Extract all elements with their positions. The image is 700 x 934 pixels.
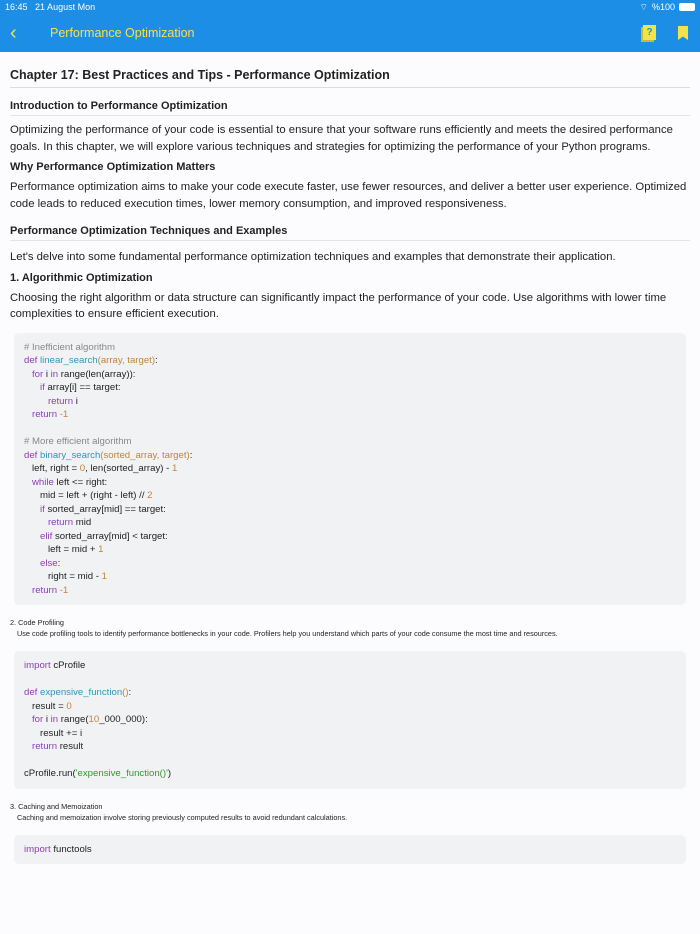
code-token: cProfile.run( [24, 768, 76, 780]
app-header [0, 0, 700, 52]
code-line [24, 659, 676, 673]
code-token: 'expensive_function()' [75, 768, 168, 780]
code-token: range(len(array)): [60, 368, 136, 380]
code-token: -1 [59, 409, 69, 421]
paragraph: Optimizing the performance of your code is essential to ensure that your software runs efficiently and meets the desired performance goals. In this chapter, we will explore various techniques and strategies for optimizing the performance of your Python programs. [10, 124, 673, 153]
battery-icon [679, 3, 695, 11]
code-token: # More efficient algorithm [24, 436, 132, 448]
code-token: return [24, 517, 76, 529]
code-token: functools [53, 843, 92, 855]
status-time: 16:45 [5, 2, 28, 12]
subsection [10, 617, 690, 639]
code-token: 10 [88, 714, 100, 726]
code-token: (array, target) [97, 355, 156, 367]
code-token: left <= right: [56, 476, 108, 488]
code-line [24, 727, 676, 741]
code-line [24, 686, 676, 700]
code-token: result = [24, 700, 67, 712]
code-block [14, 651, 686, 789]
code-line [24, 557, 676, 571]
wifi-icon: ⌔ [639, 1, 648, 12]
code-token: import [24, 660, 54, 672]
code-token: return [24, 395, 76, 407]
code-token: 0 [79, 463, 86, 475]
code-token: 0 [66, 700, 72, 712]
code-token: mid [75, 517, 92, 529]
chapter-title: Chapter 17: Best Practices and Tips - Performance Optimization [10, 68, 690, 88]
code-token: (sorted_array, target) [100, 449, 190, 461]
code-token: binary_search [40, 449, 101, 461]
code-token: sorted_array[mid] == target: [47, 503, 166, 515]
code-token: return [24, 741, 60, 753]
code-line [24, 422, 676, 436]
status-date: 21 August Mon [35, 2, 96, 12]
code-token: in [50, 714, 61, 726]
code-line [24, 489, 676, 503]
code-token: linear_search [40, 355, 98, 367]
code-token: () [122, 687, 129, 699]
code-line [24, 584, 676, 598]
code-token: ) [167, 768, 172, 780]
code-line [24, 395, 676, 409]
code-token: def [24, 687, 41, 699]
code-line [24, 449, 676, 463]
code-token: if [24, 503, 48, 515]
code-token: # Inefficient algorithm [24, 341, 116, 353]
code-token: 1 [171, 463, 178, 475]
paragraph: Let's delve into some fundamental performance optimization techniques and examples that demonstrate their application. [10, 250, 616, 263]
chapter-content [0, 68, 700, 864]
code-line [24, 516, 676, 530]
nav-bar [0, 22, 700, 44]
code-token: result += i [24, 727, 83, 739]
section-heading: Why Performance Optimization Matters [10, 161, 216, 174]
code-token: def [24, 449, 41, 461]
code-token: import [24, 843, 54, 855]
code-token: def [24, 355, 41, 367]
code-token: range( [60, 714, 89, 726]
code-line [24, 530, 676, 544]
code-token: return [24, 409, 60, 421]
code-token: right = mid - [24, 571, 102, 583]
subsection-heading: 3. Caching and Memoization [10, 801, 103, 811]
code-line [24, 476, 676, 490]
code-line [24, 408, 676, 422]
code-token: i [45, 368, 51, 380]
code-token: 1 [98, 544, 104, 556]
code-token: i [75, 395, 78, 407]
code-token: if [24, 382, 48, 394]
code-token: : [189, 449, 193, 461]
code-line [24, 740, 676, 754]
code-line [24, 713, 676, 727]
subsection-text: Use code profiling tools to identify performance bottlenecks in your code. Profilers help you understand which parts of your code consume the most time and resources. [17, 629, 558, 639]
code-line [24, 435, 676, 449]
code-line [24, 341, 676, 355]
code-token: i [45, 714, 51, 726]
code-line [24, 700, 676, 714]
code-token: else [24, 557, 58, 569]
section-heading: 1. Algorithmic Optimization [10, 271, 153, 284]
back-chevron-icon[interactable]: ‹ [10, 22, 17, 44]
subsection [10, 801, 690, 823]
code-token: return [24, 584, 60, 596]
code-line [24, 503, 676, 517]
code-token: cProfile [53, 660, 86, 672]
section-heading: Performance Optimization Techniques and Examples [10, 225, 690, 241]
code-token: elif [24, 530, 55, 542]
code-line [24, 381, 676, 395]
code-line [24, 673, 676, 687]
code-token: : [57, 557, 61, 569]
code-token: : [128, 687, 132, 699]
code-line [24, 843, 676, 857]
subsection-heading: 2. Code Profiling [10, 618, 64, 628]
code-line [24, 462, 676, 476]
code-token: in [50, 368, 61, 380]
bookmark-icon[interactable] [678, 26, 688, 40]
code-token: sorted_array[mid] < target: [54, 530, 168, 542]
code-token: array[i] == target: [47, 382, 121, 394]
code-line [24, 368, 676, 382]
code-token: left = mid + [24, 544, 99, 556]
code-token: , len(sorted_array) - [85, 463, 172, 475]
battery-text: %100 [651, 2, 675, 12]
code-token: -1 [59, 584, 69, 596]
page-title: Performance Optimization [50, 26, 195, 40]
code-token: : [155, 355, 158, 367]
section-heading: Introduction to Performance Optimization [10, 100, 690, 116]
code-line [24, 570, 676, 584]
code-line [24, 543, 676, 557]
code-token: for [24, 714, 46, 726]
code-line [24, 754, 676, 768]
paragraph: Performance optimization aims to make your code execute faster, use fewer resources, and deliver a better user experience. Optimized code leads to reduced execution times, lower memory consumption, and improved responsiveness. [10, 181, 687, 211]
code-token: for [24, 368, 46, 380]
code-block [14, 333, 686, 606]
quiz-icon[interactable]: ? [643, 25, 656, 40]
code-line [24, 767, 676, 781]
code-block [14, 835, 686, 865]
paragraph: Choosing the right algorithm or data structure can significantly impact the performance of your code. Use algorithms with lower time complexities to ensure efficient execution. [10, 291, 667, 321]
code-token: left, right = [24, 463, 80, 475]
code-line [24, 354, 676, 368]
code-token: _000_000): [99, 714, 148, 726]
code-token: expensive_function [40, 687, 123, 699]
status-bar [0, 0, 700, 14]
code-token: while [24, 476, 57, 488]
code-token: mid = left + (right - left) // [24, 490, 148, 502]
code-token: 2 [147, 490, 153, 502]
subsection-text: Caching and memoization involve storing previously computed results to avoid redundant calculations. [17, 812, 348, 822]
code-token: result [59, 741, 84, 753]
code-token: 1 [101, 571, 107, 583]
